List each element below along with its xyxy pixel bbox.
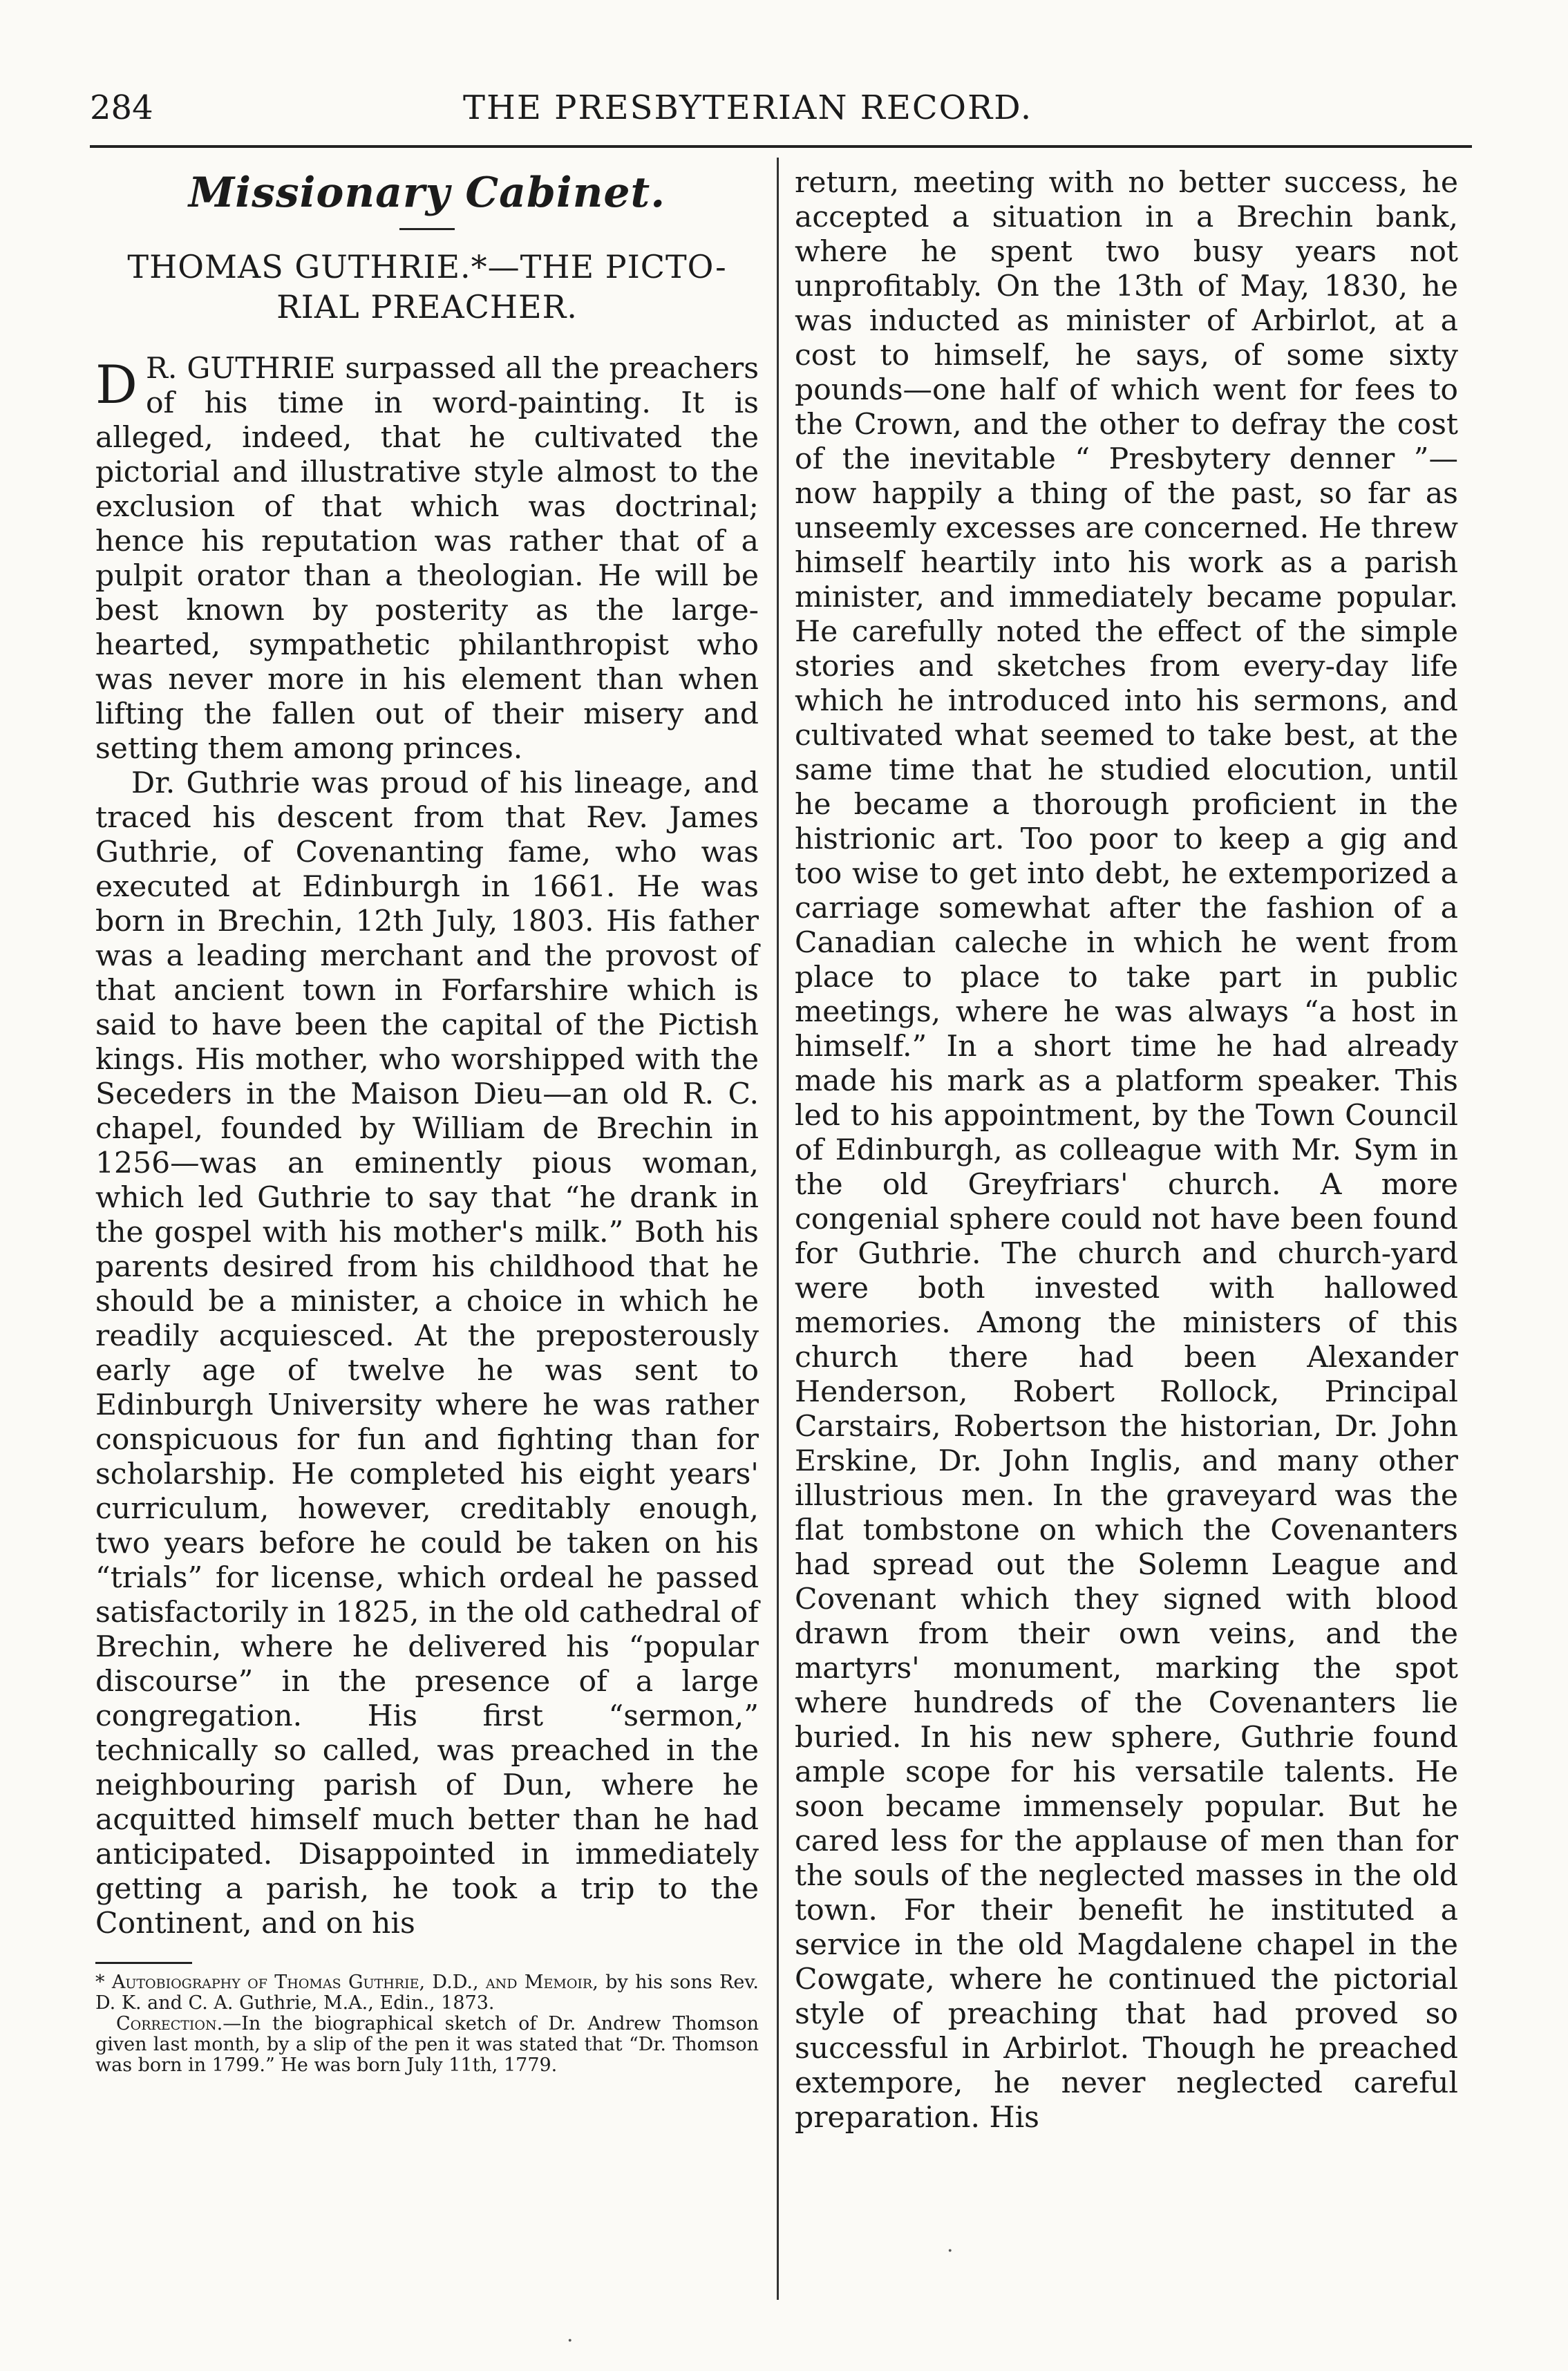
page-number: 284 — [90, 88, 153, 127]
print-speck: · — [567, 2329, 574, 2353]
left-column — [95, 166, 759, 2076]
footnote-2 — [95, 2014, 759, 2076]
paragraph-1 — [95, 352, 759, 766]
print-speck: · — [947, 2239, 954, 2263]
right-column — [795, 166, 1458, 2135]
running-title: THE PRESBYTERIAN RECORD. — [463, 88, 1033, 127]
footnote-2-text: —In the biographical sketch of Dr. Andrew Thomson given last month, by a slip of the pen it was stated that “Dr. Thomson was born in 1799.” He was born July 11th, 1779. — [95, 2013, 759, 2076]
page-header — [90, 88, 1472, 144]
header-rule — [90, 145, 1472, 148]
article-title — [95, 247, 759, 327]
footnote-2-lead: Correction. — [116, 2013, 223, 2034]
paragraph-3: return, meeting with no better success, he accepted a situation in a Brechin bank, where he spent two busy years not unprofitably. On the 13th of May, 1830, he was inducted as minister of Arbirlot, at a cost to himself, he says, of some sixty pounds—one half of which went for fees to the Crown, and the other to defray the cost of the inevitable “ Presbytery denner ”—now happily a thing of the past, so far as unseemly excesses are concerned. He threw himself heartily into his work as a parish minister, and immediately became popular. He carefully noted the effect of the simple stories and sketches from every-day life which he introduced into his sermons, and cultivated what seemed to take best, at the same time that he studied elocution, until he became a thorough proficient in the histrionic art. Too poor to keep a gig and too wise to get into debt, he extemporized a carriage somewhat after the fashion of a Canadian caleche in which he went from place to place to take part in public meetings, where he was always “a host in himself.” In a short time he had already made his mark as a platform speaker. This led to his appointment, by the Town Council of Edinburgh, as colleague with Mr. Sym in the old Greyfriars' church. A more congenial sphere could not have been found for Guthrie. The church and church-yard were both invested with hallowed memories. Among the ministers of this church there had been Alexander Henderson, Robert Rollock, Principal Carstairs, Robertson the historian, Dr. John Erskine, Dr. John Inglis, and many other illustrious men. In the graveyard was the flat tombstone on which the Covenanters had spread out the Solemn League and Covenant which they signed with blood drawn from their own veins, and the martyrs' monument, marking the spot where hundreds of the Covenanters lie buried. In his new sphere, Guthrie found ample scope for his versatile talents. He soon became immensely popular. But he cared less for the applause of men than for the souls of the neglected masses in the old town. For their benefit he instituted a service in the old Magdalene chapel in the Cowgate, where he continued the pictorial style of preaching that had proved so successful in Arbirlot. Though he preached extempore, he never neglected careful preparation. His — [795, 166, 1458, 2135]
column-divider — [777, 158, 779, 2300]
paragraph-2: Dr. Guthrie was proud of his lineage, and traced his descent from that Rev. James Guthrie, of Covenanting fame, who was executed at Edinburgh in 1661. He was born in Brechin, 12th July, 1803. His father was a leading merchant and the provost of that ancient town in Forfarshire which is said to have been the capital of the Pictish kings. His mother, who worshipped with the Seceders in the Maison Dieu—an old R. C. chapel, founded by William de Brechin in 1256—was an eminently pious woman, which led Guthrie to say that “he drank in the gospel with his mother's milk.” Both his parents desired from his childhood that he should be a minister, a choice in which he readily acquiesced. At the preposterously early age of twelve he was sent to Edinburgh University where he was rather conspicuous for fun and fighting than for scholarship. He completed his eight years' curriculum, however, creditably enough, two years before he could be taken on his “trials” for license, which ordeal he passed satisfactorily in 1825, in the old cathedral of Brechin, where he delivered his “popular discourse” in the presence of a large congregation. His first “sermon,” technically so called, was preached in the neighbouring parish of Dun, where he acquitted himself much better than he had anticipated. Disappointed in immediately getting a parish, he took a trip to the Continent, and on his — [95, 766, 759, 1940]
footnote-1-lead: * Autobiography of Thomas Guthrie, D.D., and Memoir, — [95, 1972, 598, 1993]
footnote-1 — [95, 1972, 759, 2014]
title-rule — [399, 228, 455, 230]
article-title-line-1: THOMAS GUTHRIE.*—THE PICTO- — [127, 248, 727, 285]
section-title: Missionary Cabinet. — [188, 169, 666, 217]
drop-cap: D — [95, 354, 138, 415]
article-title-line-2: RIAL PREACHER. — [276, 288, 578, 325]
paragraph-1-text: R. GUTHRIE surpassed all the preachers of his time in word-painting. It is alleged, indeed, that he cultivated the pictorial and illustrative style almost to the exclusion of that which was doctrinal; hence his reputation was rather that of a pulpit orator than a theologian. He will be best known by posterity as the large-hearted, sympathetic philanthropist who was never more in his element than when lifting the fallen out of their misery and setting them among princes. — [95, 352, 759, 766]
footnote-1-text: by his sons Rev. D. K. and C. A. Guthrie, M.A., Edin., 1873. — [95, 1972, 759, 2014]
footnote-rule — [95, 1962, 192, 1964]
